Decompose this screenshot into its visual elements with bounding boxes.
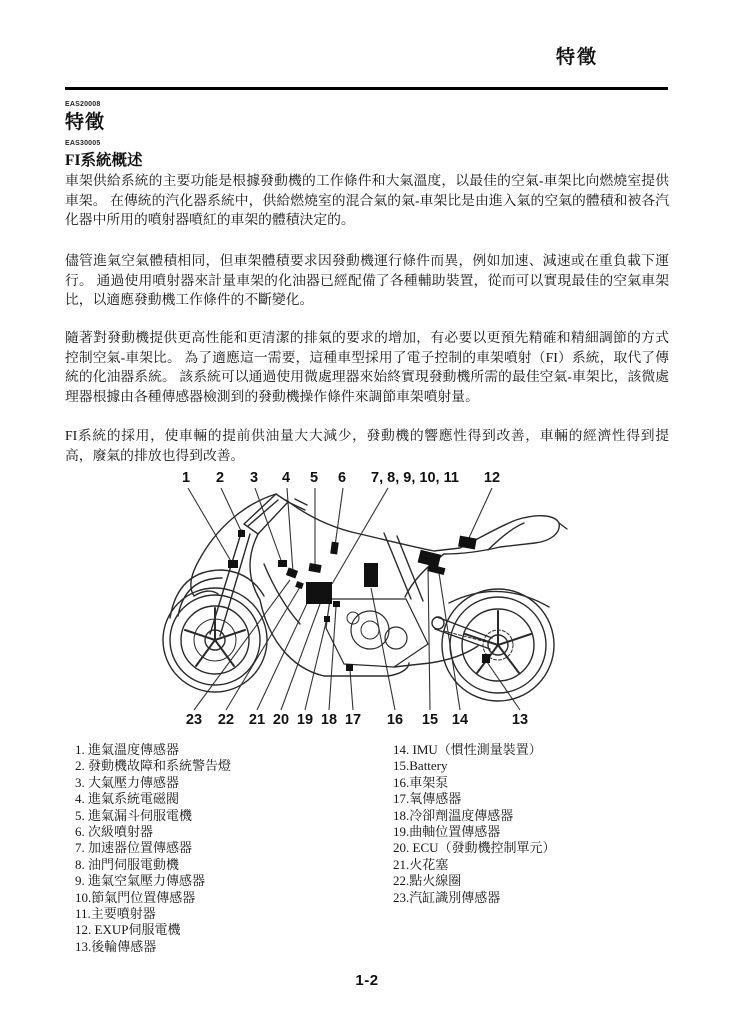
paragraph-carburetor-limits: 儘管進氣空氣體積相同，但車架體積要求因發動機運行條件而異，例如加速、減速或在重負載下運行。 通過使用噴射器來計量車架的化油器已經配備了各種輔助裝置，從而可以實現最佳的空氣車架比，以適應發動機工作條件的不斷變化。 bbox=[65, 253, 669, 307]
callout-label: 1 bbox=[181, 470, 191, 486]
section-title: 特徵 bbox=[65, 112, 106, 133]
running-header: 特徵 bbox=[555, 47, 598, 68]
callout-label: 6 bbox=[337, 470, 347, 486]
legend-item: 6. 次級噴射器 bbox=[75, 824, 154, 840]
callout-label: 22 bbox=[217, 712, 235, 728]
paragraph-fuel-system-function: 車架供給系統的主要功能是根據發動機的工作條件和大氣溫度，以最佳的空氣-車架比向燃燒室提供車架。 在傳統的汽化器系統中，供給燃燒室的混合氣的氣-車架比是由進入氣的空氣的體積和被各汽化器中所用的噴射器噴紅的車架的體積決定的。 bbox=[65, 173, 669, 227]
callout-numbers-top bbox=[182, 470, 500, 486]
legend-item: 13.後輪傳感器 bbox=[75, 938, 157, 954]
callout-label: 7, 8, 9, 10, 11 bbox=[371, 470, 459, 486]
callout-label: 20 bbox=[272, 712, 290, 728]
callout-numbers-bottom bbox=[186, 712, 528, 728]
legend-item: 1. 進氣溫度傳感器 bbox=[75, 742, 180, 757]
callout-label: 23 bbox=[185, 712, 203, 728]
subsection-title: FI系統概述 bbox=[65, 152, 143, 169]
callout-label: 5 bbox=[309, 470, 319, 486]
callout-label: 14 bbox=[451, 712, 469, 728]
callout-label: 13 bbox=[511, 712, 529, 728]
paragraph-fi-adoption: 隨著對發動機提供更高性能和更清潔的排氣的要求的增加，有必要以更預先精確和精細調節的方式控制空氣-車架比。 為了適應這一需要，這種車型採用了電子控制的車架噴射（FI）系統，取代了傳統的化油器系統。 該系統可以通過使用微處理器來始終實現發動機所需的最佳空氣-車架比，該微處理器根據由各種傳感器檢測到的發動機操作條件來調節車架噴射量。 bbox=[65, 330, 669, 404]
eas-code-top: EAS20008 bbox=[65, 101, 101, 108]
header-rule bbox=[65, 87, 668, 90]
legend-item: 5. 進氣漏斗伺服電機 bbox=[75, 807, 193, 823]
callout-label: 3 bbox=[249, 470, 259, 486]
legend-item: 7. 加速器位置傳感器 bbox=[75, 840, 193, 856]
legend-item: 15.Battery bbox=[393, 758, 448, 774]
legend-item: 21.火花塞 bbox=[393, 856, 449, 872]
legend-item: 20. ECU（發動機控制單元） bbox=[393, 840, 556, 856]
legend-item: 10.節氣門位置傳感器 bbox=[75, 889, 196, 905]
callout-label: 18 bbox=[320, 712, 338, 728]
legend-item: 3. 大氣壓力傳感器 bbox=[75, 774, 180, 790]
page-number: 1-2 bbox=[355, 972, 379, 989]
legend-item: 4. 進氣系統電磁閥 bbox=[75, 791, 180, 807]
legend-item: 2. 發動機故障和系統警告燈 bbox=[75, 758, 232, 774]
legend-item: 17.氧傳感器 bbox=[393, 791, 462, 807]
callout-label: 16 bbox=[386, 712, 404, 728]
legend-column-left bbox=[75, 742, 231, 955]
legend-column-right bbox=[393, 742, 556, 906]
legend-item: 8. 油門伺服電動機 bbox=[75, 856, 180, 872]
fi-system-diagram bbox=[148, 468, 618, 732]
callout-label: 2 bbox=[215, 470, 225, 486]
legend-item: 9. 進氣空氣壓力傳感器 bbox=[75, 873, 206, 889]
eas-code-sub: EAS30005 bbox=[65, 140, 101, 147]
paragraph-fi-benefits: FI系統的採用，使車輛的提前供油量大大減少，發動機的響應性得到改善，車輛的經濟性得到提高，廢氣的排放也得到改善。 bbox=[65, 428, 669, 463]
legend-item: 11.主要噴射器 bbox=[75, 906, 156, 922]
legend-item: 14. IMU（慣性測量裝置） bbox=[393, 742, 542, 757]
callout-label: 15 bbox=[421, 712, 439, 728]
legend-item: 19.曲軸位置傳感器 bbox=[393, 824, 501, 840]
callout-label: 21 bbox=[248, 712, 266, 728]
legend-item: 12. EXUP伺服電機 bbox=[75, 922, 181, 938]
legend-item: 18.冷卻劑溫度傳感器 bbox=[393, 807, 514, 823]
callout-label: 4 bbox=[281, 470, 291, 486]
legend-item: 16.車架泵 bbox=[393, 774, 449, 790]
callout-label: 19 bbox=[296, 712, 314, 728]
callout-label: 17 bbox=[344, 712, 362, 728]
legend-item: 22.點火線圈 bbox=[393, 873, 462, 889]
callout-label: 12 bbox=[483, 470, 501, 486]
legend-item: 23.汽缸識別傳感器 bbox=[393, 889, 501, 905]
